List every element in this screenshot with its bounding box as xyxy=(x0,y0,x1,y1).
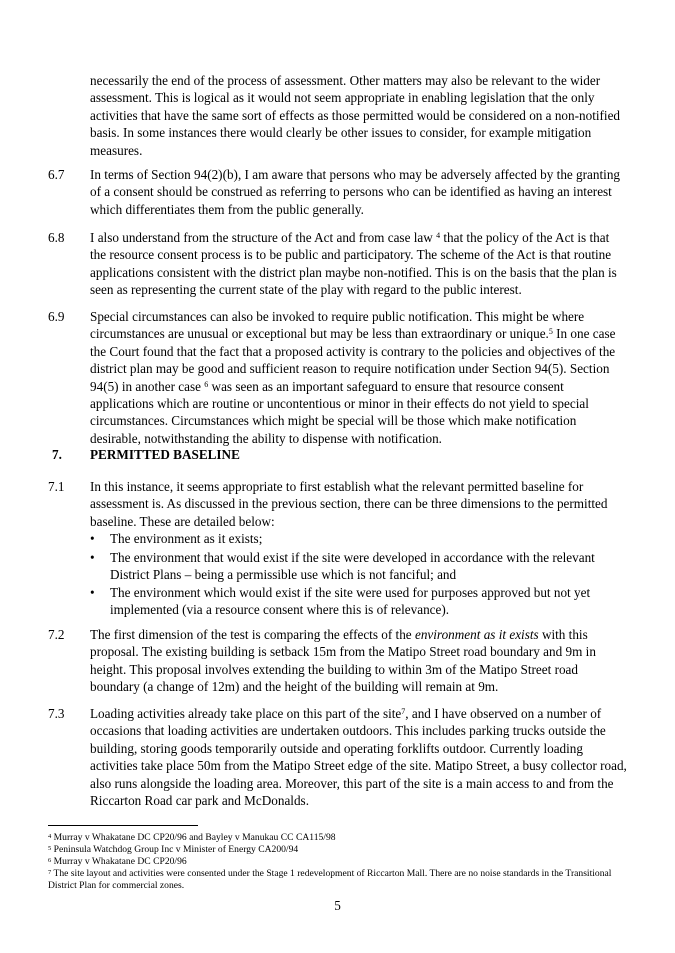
paragraph-7-3 xyxy=(48,705,628,813)
paragraph-text xyxy=(90,626,628,696)
text-run: Special circumstances can also be invoked to require public notification. This might be where circumstances are unusual or exceptional but may be less than extraordinary or unique. xyxy=(90,309,585,342)
paragraph-number: 6.8 xyxy=(48,230,65,245)
intro-paragraph: necessarily the end of the process of assessment. Other matters may also be relevant to the wider assessment. This is logical as it would not seem appropriate in enabling legislation that the only activities that have the same sort of effects as those permitted would be considered on a non-notified basis. In some instances there would clearly be other issues to consider, for example mitigation measures. xyxy=(90,73,621,158)
footnote-5 xyxy=(48,844,628,856)
paragraph-text xyxy=(90,705,628,809)
paragraph-text: In terms of Section 94(2)(b), I am aware that persons who may be adversely affected by the granting of a consent should be construed as referring to persons who can be identified as having an interest which differentiates them from the public generally. xyxy=(90,167,621,217)
paragraph-number: 6.7 xyxy=(48,167,65,182)
footnote-6 xyxy=(48,856,628,868)
paragraph-6-9 xyxy=(48,308,628,446)
list-item: • The environment as it exists; xyxy=(90,531,625,548)
paragraph-text xyxy=(90,308,628,447)
paragraph-number: 7.2 xyxy=(48,627,65,642)
baseline-bullet-list xyxy=(90,531,625,621)
section-heading xyxy=(52,447,240,463)
paragraph-number: 7.3 xyxy=(48,706,65,721)
page-number: 5 xyxy=(334,898,341,913)
footnote-text: The site layout and activities were consented under the Stage 1 redevelopment of Riccarton Mall. There are no noise standards in the Transitional District Plan for commercial zones. xyxy=(48,868,612,891)
paragraph-6-7 xyxy=(48,166,628,220)
paragraph-text xyxy=(90,229,628,299)
paragraph-number: 6.9 xyxy=(48,309,65,324)
footnote-number: 7 xyxy=(48,869,52,876)
text-run: The first dimension of the test is comparing the effects of the xyxy=(90,627,415,642)
paragraph-6-8 xyxy=(48,229,628,301)
footnote-text: Murray v Whakatane DC CP20/96 xyxy=(51,856,187,867)
footnote-number: 4 xyxy=(48,833,52,840)
footnote-text: Peninsula Watchdog Group Inc v Minister of Energy CA200/94 xyxy=(51,844,299,855)
text-run: with this proposal. The existing building is setback 15m from the Matipo Street road boundary and 9m in height. This proposal involves extending the building to within 3m of the Matipo Street road boundary (a change of 12m) and the height of the building will remain at 9m. xyxy=(90,627,596,695)
footnote-ref-4[interactable]: 4 xyxy=(436,231,441,240)
text-run: was seen as an important safeguard to ensure that resource consent applications which are routine or uncontentious or minor in their effects do not yield to special circumstances. Circumstances which might be special will be those which make notification desirable, notwithstanding the ability to dispense with notification. xyxy=(90,378,589,446)
footnote-ref-7[interactable]: 7 xyxy=(401,707,406,716)
list-item: • The environment which would exist if the site were used for purposes approved but not yet implemented (via a resource consent where this is of relevance). xyxy=(90,585,625,619)
footnote-number: 5 xyxy=(48,845,52,852)
footnote-ref-6[interactable]: 6 xyxy=(204,379,209,389)
text-run: that the policy of the Act is that the resource consent process is to be public and participatory. The scheme of the Act is that routine applications consistent with the district plan maybe non-notified. This is on the basis that the plan is seen as representing the current state of the play with regard to the public interest. xyxy=(90,230,617,298)
footnote-ref-5[interactable]: 5 xyxy=(548,327,553,337)
footnote-text: Murray v Whakatane DC CP20/96 and Bayley v Manukau CC CA115/98 xyxy=(51,832,336,843)
paragraph-7-1 xyxy=(48,478,628,532)
text-run: Loading activities already take place on this part of the site xyxy=(90,706,402,721)
paragraph-number: 7.1 xyxy=(48,479,65,494)
text-run: In one case the Court found that the fact that a proposed activity is contrary to the policies and objectives of the district plan may be good and sufficient reason to require notification under Section 94(5). Section 94(5) in another case xyxy=(90,326,616,394)
footnote-4 xyxy=(48,832,628,844)
text-run: I also understand from the structure of the Act and from case law xyxy=(90,230,437,245)
paragraph-text: In this instance, it seems appropriate to first establish what the relevant permitted baseline for assessment is. As discussed in the previous section, there can be three dimensions to the permitted baseline. These are detailed below: xyxy=(90,479,608,529)
footnote-7 xyxy=(48,868,628,892)
footnote-number: 6 xyxy=(48,857,52,864)
emphasis-text: environment as it exists xyxy=(414,627,539,642)
section-number: 7. xyxy=(52,447,62,462)
list-item: • The environment that would exist if the site were developed in accordance with the relevant District Plans – being a permissible use which is not fanciful; and xyxy=(90,550,625,584)
section-title: PERMITTED BASELINE xyxy=(90,447,240,462)
text-run: , and I have observed on a number of occasions that loading activities are undertaken outdoors. This includes parking trucks outside the building, storing goods temporarily outside and operating forklifts outdoor. Currently loading activities take place 50m from the Matipo Street edge of the site. Matipo Street, a busy collector road, also runs alongside the loading area. Moreover, this part of the site is a main access to and from the Riccarton Road car park and McDonalds. xyxy=(90,706,627,809)
paragraph-7-2 xyxy=(48,626,628,698)
footnotes xyxy=(48,832,628,892)
footnote-divider xyxy=(48,825,198,826)
